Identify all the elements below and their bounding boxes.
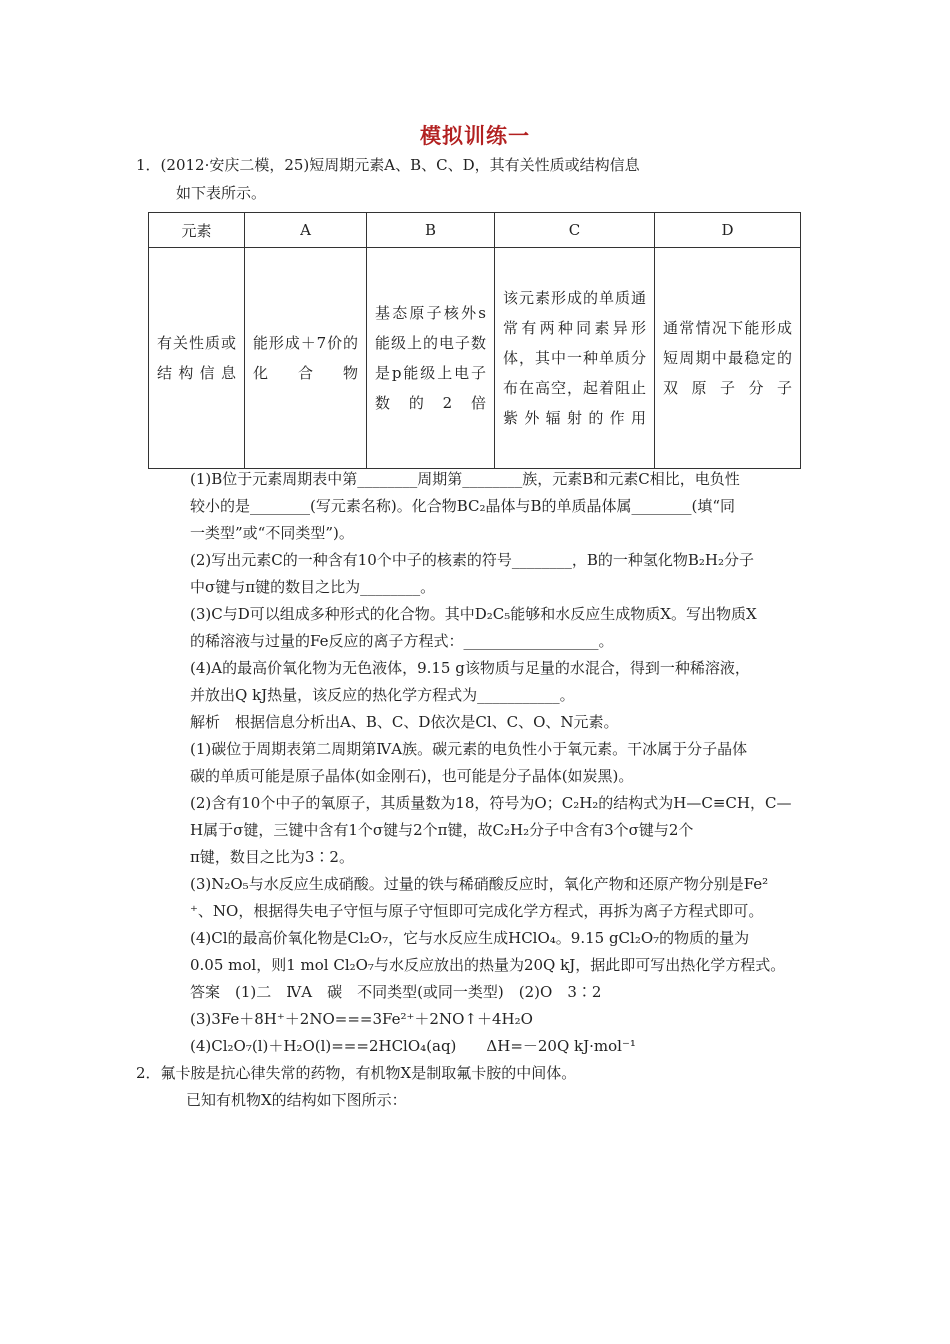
- q1-sub-line-9: 并放出Q kJ热量，该反应的热化学方程式为___________。: [190, 686, 575, 704]
- q1-sub-line-1: (1)B位于元素周期表中第________周期第________族，元素B和元素C相比，电负性: [190, 470, 740, 488]
- table-header-element: 元素: [149, 213, 245, 248]
- table-header-row: [149, 213, 801, 248]
- analysis-line-9: (4)Cl的最高价氧化物是Cl₂O₇，它与水反应生成HClO₄。9.15 gCl₂O₇的物质的量为: [190, 929, 750, 947]
- q1-sub-line-5: 中σ键与π键的数目之比为________。: [190, 578, 436, 596]
- q1-sub-line-7: 的稀溶液与过量的Fe反应的离子方程式：__________________。: [190, 632, 614, 650]
- q1-sub-line-8: (4)A的最高价氧化物为无色液体，9.15 g该物质与足量的水混合，得到一种稀溶液，: [190, 659, 750, 677]
- table-body-row: [149, 248, 801, 469]
- table-header-d: D: [655, 213, 801, 248]
- element-info-table: [148, 212, 801, 469]
- answer-line-1: 答案 (1)二 ⅣA 碳 不同类型(或同一类型) (2)O 3∶2: [190, 983, 602, 1001]
- analysis-line-3: 碳的单质可能是原子晶体(如金刚石)，也可能是分子晶体(如炭黑)。: [190, 767, 634, 785]
- table-row-label: 有关性质或结构信息: [149, 248, 245, 469]
- table-cell-c: 该元素形成的单质通常有两种同素异形体，其中一种单质分布在高空，起着阻止紫外辐射的作用: [495, 248, 655, 469]
- q1-stem-line-2: 如下表所示。: [176, 184, 267, 202]
- table-cell-a: 能形成＋7价的化合物: [245, 248, 367, 469]
- analysis-line-10: 0.05 mol，则1 mol Cl₂O₇与水反应放出的热量为20Q kJ，据此即可写出热化学方程式。: [190, 956, 786, 974]
- analysis-line-2: (1)碳位于周期表第二周期第ⅣA族。碳元素的电负性小于氧元素。干冰属于分子晶体: [190, 740, 748, 758]
- page-title: 模拟训练一: [420, 124, 530, 148]
- q1-sub-line-4: (2)写出元素C的一种含有10个中子的核素的符号________，B的一种氢化物B₂H₂分子: [190, 551, 754, 569]
- analysis-line-7: (3)N₂O₅与水反应生成硝酸。过量的铁与稀硝酸反应时，氧化产物和还原产物分别是Fe²: [190, 875, 769, 893]
- analysis-line-1: 解析 根据信息分析出A、B、C、D依次是Cl、C、O、N元素。: [190, 713, 619, 731]
- q1-sub-line-6: (3)C与D可以组成多种形式的化合物。其中D₂C₅能够和水反应生成物质X。写出物质X: [190, 605, 757, 623]
- answer-line-3: (4)Cl₂O₇(l)＋H₂O(l)===2HClO₄(aq) ΔH=－20Q kJ·mol⁻¹: [190, 1037, 636, 1055]
- table-cell-b: 基态原子核外s能级上的电子数是p能级上电子数的2倍: [367, 248, 495, 469]
- table-cell-d: 通常情况下能形成短周期中最稳定的双原子分子: [655, 248, 801, 469]
- answer-line-2: (3)3Fe＋8H⁺＋2NO===3Fe²⁺＋2NO↑＋4H₂O: [190, 1010, 533, 1028]
- q1-sub-line-2: 较小的是________(写元素名称)。化合物BC₂晶体与B的单质晶体属________(填“同: [190, 497, 736, 515]
- table-header-c: C: [495, 213, 655, 248]
- q1-stem-line-1: 1．(2012·安庆二模，25)短周期元素A、B、C、D，其有关性质或结构信息: [136, 156, 640, 174]
- analysis-line-8: ⁺、NO，根据得失电子守恒与原子守恒即可完成化学方程式，再拆为离子方程式即可。: [190, 902, 764, 920]
- q2-stem-line-2: 已知有机物X的结构如下图所示：: [186, 1091, 407, 1109]
- analysis-line-5: H属于σ键，三键中含有1个σ键与2个π键，故C₂H₂分子中含有3个σ键与2个: [190, 821, 694, 839]
- analysis-line-6: π键，数目之比为3∶2。: [190, 848, 354, 866]
- table-header-b: B: [367, 213, 495, 248]
- table-header-a: A: [245, 213, 367, 248]
- q2-stem-line-1: 2．氟卡胺是抗心律失常的药物，有机物X是制取氟卡胺的中间体。: [136, 1064, 577, 1082]
- q1-sub-line-3: 一类型”或“不同类型”)。: [190, 524, 354, 542]
- analysis-line-4: (2)含有10个中子的氧原子，其质量数为18，符号为O；C₂H₂的结构式为H—C≡CH，C—: [190, 794, 792, 812]
